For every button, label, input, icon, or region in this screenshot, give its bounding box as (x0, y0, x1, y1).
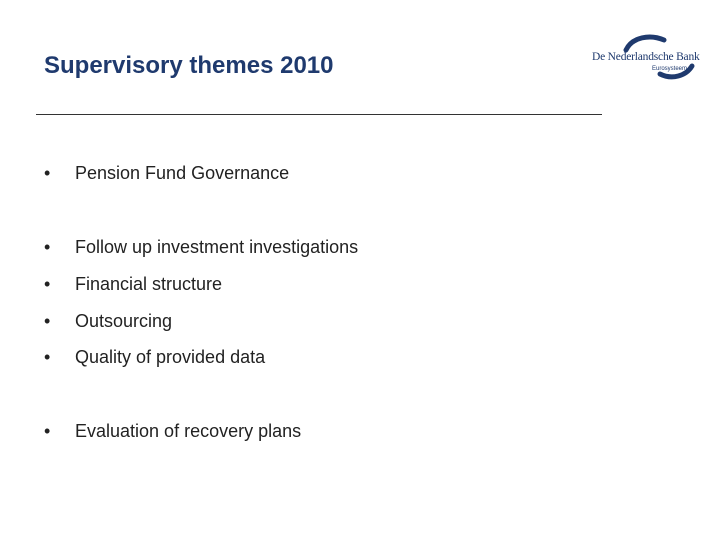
bullet-text: Pension Fund Governance (75, 163, 290, 183)
bullet-text: Outsourcing (75, 311, 173, 331)
bullet-dot: • (44, 163, 51, 183)
bullet-text: Evaluation of recovery plans (75, 421, 302, 441)
bullet-dot: • (44, 274, 51, 294)
slide-title: Supervisory themes 2010 (44, 52, 334, 79)
bullet-item (44, 274, 222, 295)
bullet-text: Quality of provided data (75, 347, 266, 367)
bullet-item (44, 421, 301, 442)
bullet-item (44, 237, 358, 258)
bullet-item (44, 347, 265, 368)
bullet-dot: • (44, 347, 51, 367)
bullet-text: Financial structure (75, 274, 223, 294)
logo-name: De Nederlandsche Bank (592, 51, 700, 63)
logo-subtitle: Eurosysteem (652, 66, 688, 72)
bullet-text: Follow up investment investigations (75, 237, 359, 257)
bullet-dot: • (44, 237, 51, 257)
bullet-dot: • (44, 311, 51, 331)
bullet-dot: • (44, 421, 51, 441)
bullet-item (44, 163, 289, 184)
bullet-item (44, 311, 172, 332)
